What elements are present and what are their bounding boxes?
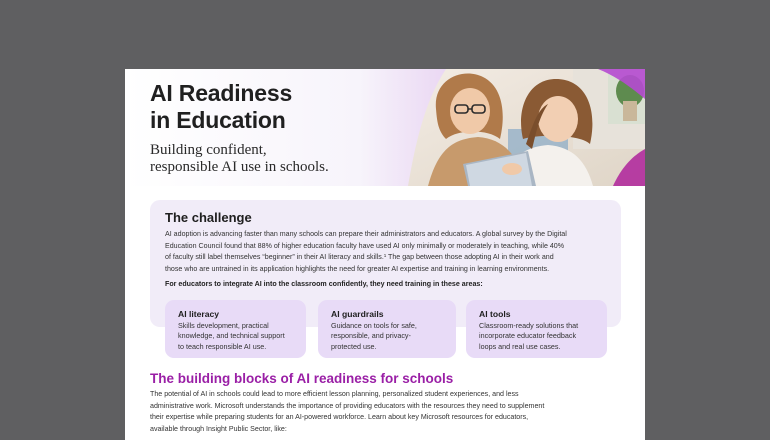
document-page <box>125 69 645 440</box>
building-blocks-line: available through Insight Public Sector, like: <box>150 425 287 434</box>
building-blocks-line: The potential of AI in schools could lead to more efficient lesson planning, personalized student experiences, and less <box>150 390 519 398</box>
card-line: incorporate educator feedback <box>479 331 577 341</box>
card-body <box>331 321 417 352</box>
building-blocks-line: their expertise while preparing students for an AI-powered workforce. Learn about key Microsoft resources for educators, <box>150 413 529 422</box>
card-line: to teach responsible AI use. <box>178 341 267 351</box>
title-line-2: in Education <box>150 107 286 133</box>
card-title: AI guardrails <box>331 309 384 319</box>
card-line: loops and real use cases. <box>479 341 561 351</box>
card-title: AI literacy <box>178 309 220 319</box>
card-ai-tools <box>466 300 607 358</box>
challenge-line: Education Council found that 88% of higher education faculty have used AI only minimally or moderately in teaching, while 40% <box>165 241 565 250</box>
card-title: AI tools <box>479 309 511 319</box>
challenge-lead: For educators to integrate AI into the classroom confidently, they need training in these areas: <box>165 280 483 288</box>
card-line: Guidance on tools for safe, <box>331 321 417 330</box>
teacher-student-photo <box>408 69 645 186</box>
hero-banner <box>125 69 645 186</box>
title-line-1: AI Readiness <box>150 80 293 106</box>
challenge-body <box>165 229 610 275</box>
card-line: responsible, and privacy- <box>331 331 411 341</box>
building-blocks-body <box>150 389 615 436</box>
card-ai-literacy <box>165 300 306 358</box>
card-body <box>479 321 578 352</box>
building-blocks-heading: The building blocks of AI readiness for schools <box>150 371 454 386</box>
card-ai-guardrails <box>318 300 456 358</box>
subtitle-line-2: responsible AI use in schools. <box>150 159 329 175</box>
card-line: knowledge, and technical support <box>178 331 285 341</box>
card-body <box>178 321 285 352</box>
subtitle-line-1: Building confident, <box>150 142 267 158</box>
card-line: Classroom-ready solutions that <box>479 321 579 330</box>
card-line: Skills development, practical <box>178 321 269 330</box>
page-subtitle <box>150 142 329 176</box>
challenge-line: those who are untrained in its application highlights the need for greater AI expertise and training in learning environments. <box>165 264 550 273</box>
challenge-line: of faculty still label themselves “beginner” in their AI literacy and skills.¹ The gap between those adopting AI in their work and <box>165 253 554 262</box>
building-blocks-line: administrative work. Microsoft understands the importance of providing educators with the resources they need to supplement <box>150 401 545 410</box>
challenge-heading: The challenge <box>165 210 252 225</box>
challenge-line: AI adoption is advancing faster than many schools can prepare their administrators and educators. A global survey by the Digital <box>165 230 567 238</box>
page-title <box>150 80 292 134</box>
card-line: protected use. <box>331 341 377 351</box>
